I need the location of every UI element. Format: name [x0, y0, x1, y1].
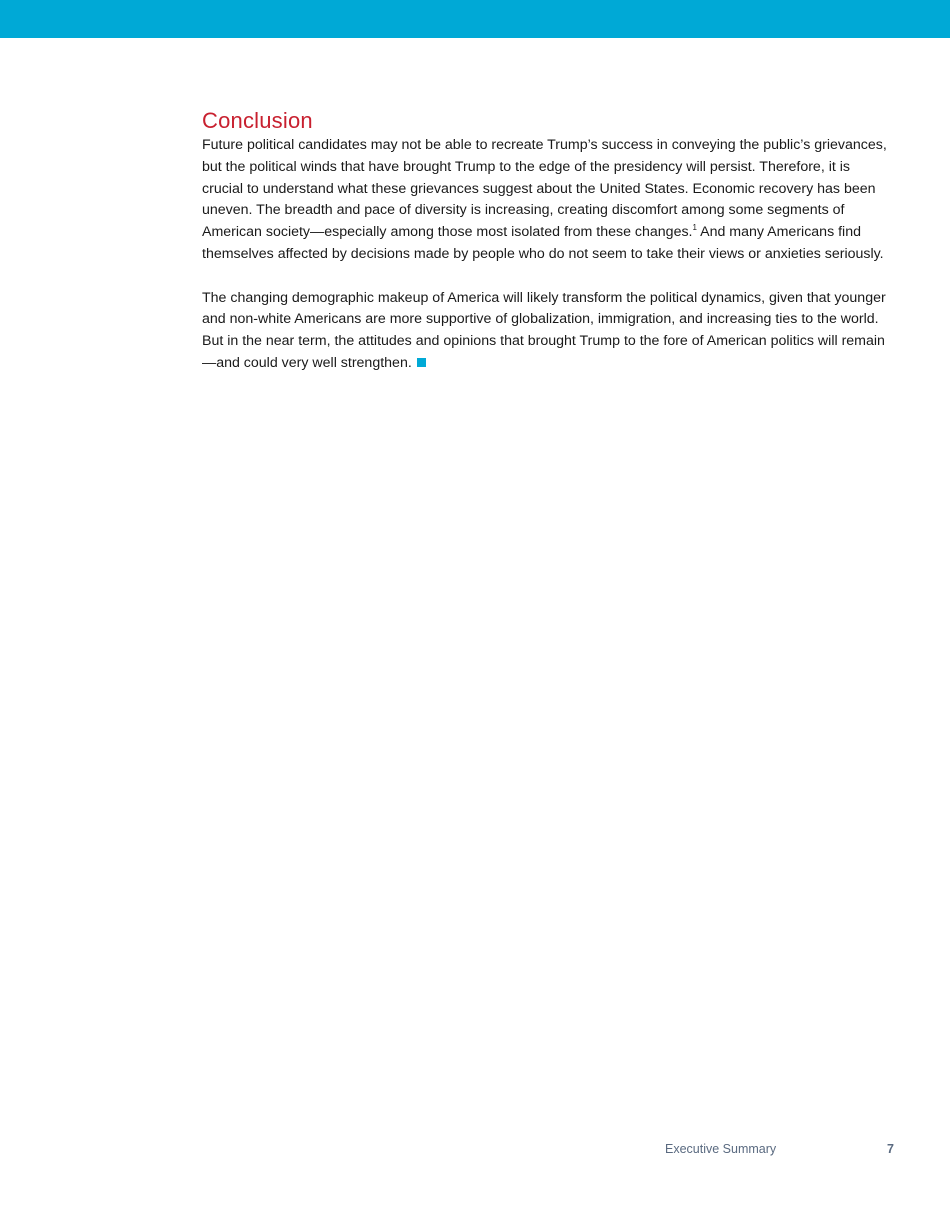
paragraph-1-tail: And many Americans find themselves affected by decisions made by people who do not seem to take their views or anxieties seriously. — [202, 224, 884, 262]
main-content — [202, 107, 892, 375]
footer-section-label: Executive Summary — [665, 1142, 777, 1156]
paragraph-1-text: Future political candidates may not be able to recreate Trump’s success in conveying the public’s grievances, but the political winds that have brought Trump to the edge of the presidency will persist. Therefore, it is crucial to understand what these grievances suggest about the United States. Economic recovery has been uneven. The breadth and pace of diversity is increasing, creating discomfort among some segments of American society—especially among those most isolated from these changes. — [202, 137, 887, 241]
page-number: 7 — [887, 1142, 894, 1156]
footnote-reference[interactable]: 1 — [692, 223, 697, 233]
section-heading: Conclusion — [202, 108, 313, 133]
paragraph-1 — [202, 135, 892, 266]
paragraph-2 — [202, 288, 892, 375]
paragraph-2-text: The changing demographic makeup of America will likely transform the political dynamics, given that younger and non-white Americans are more supportive of globalization, immigration, and increasing ties to the world. But in the near term, the attitudes and opinions that brought Trump to the fore of American politics will remain—and could very well strengthen. — [202, 289, 886, 371]
header-bar — [0, 0, 950, 38]
end-mark-icon — [417, 358, 426, 367]
